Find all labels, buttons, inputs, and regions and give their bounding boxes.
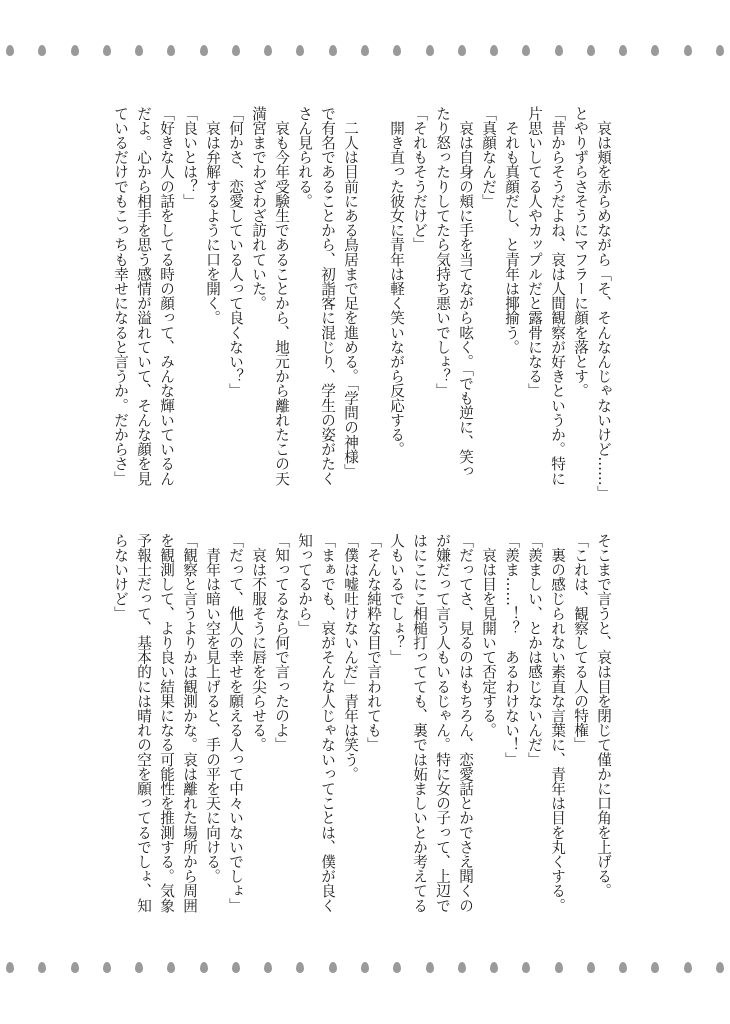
text-line [362,106,385,524]
text-line: 「昔からそうだよね、哀は人間観察が好きというか。特に [549,106,566,486]
text-line: 哀は弁解するように口を開く。 [204,106,221,325]
drop-ornament-icon [458,45,466,56]
drop-ornament-icon [6,962,14,973]
text-line: 青年は暗い空を見上げると、手の平を天に向ける。 [204,533,221,884]
text-line: 「だってさ、見るのはもちろん、恋愛話とかでさえ聞くの [457,533,474,913]
text-line: そこまで言うと、哀は目を閉じて僅かに口角を上げる。 [595,533,612,898]
drop-ornament-icon [684,962,692,973]
text-line: だよ。心から相手を思う感情が溢れていて、そんな顔を見 [135,106,152,486]
drop-ornament-icon [522,962,530,973]
drop-ornament-icon [426,45,434,56]
drop-ornament-icon [361,45,369,56]
text-line: 人もいるでしょ？」 [388,533,405,665]
drop-ornament-icon [329,962,337,973]
text-line: で有名であることから、初詣客に混じり、学生の姿がたく [319,106,336,486]
text-line: らないけど」 [112,533,129,621]
text-line: 知ってるから」 [296,533,313,636]
text-line: 哀は不服そうに唇を尖らせる。 [250,533,267,752]
text-line: 「真顔なんだ」 [480,106,497,209]
text-line: を観測して、より良い結果になる可能性を推測する。気象 [158,533,175,913]
text-line: 満宮までわざわざ訪れていた。 [250,106,267,311]
drop-ornament-icon [619,962,627,973]
drop-ornament-icon [329,45,337,56]
text-line: 「羨ましい、とかは感じないんだ」 [526,533,543,767]
drop-ornament-icon [490,962,498,973]
text-line: たり怒ったりしてたら気持ち悪いでしょ？」 [434,106,451,398]
drop-ornament-icon [651,45,659,56]
drop-ornament-icon [458,962,466,973]
text-line: 「良いとは？」 [181,106,198,209]
text-line: とやりずらさそうにマフラーに顔を落とす。 [572,106,589,398]
drop-ornament-icon [651,962,659,973]
top-drop-border [0,45,730,59]
drop-ornament-icon [296,962,304,973]
drop-ornament-icon [103,45,111,56]
drop-ornament-icon [200,962,208,973]
text-line: 「羨ま……！？ あるわけない！」 [503,533,520,767]
text-line: 二人は目前にある鳥居まで足を進める。「学問の神様」 [342,106,359,479]
text-line: 哀は頬を赤らめながら「そ、そんなんじゃないけど……」 [595,106,612,501]
drop-ornament-icon [6,45,14,56]
text-line: それも真顔だし、と青年は揶揄う。 [503,106,520,355]
bottom-drop-border [0,962,730,976]
drop-ornament-icon [426,962,434,973]
text-line: 開き直った彼女に青年は軽く笑いながら反応する。 [388,106,405,457]
text-line: 哀も今年受験生であることから、地元から離れたこの天 [273,106,290,486]
drop-ornament-icon [490,45,498,56]
drop-ornament-icon [167,45,175,56]
drop-ornament-icon [684,45,692,56]
drop-ornament-icon [135,962,143,973]
drop-ornament-icon [587,962,595,973]
drop-ornament-icon [71,45,79,56]
text-line: さん見られる。 [296,106,313,209]
text-line: 片思いしてる人やカップルだと露骨になる」 [526,106,543,398]
drop-ornament-icon [264,45,272,56]
text-line: 哀は目を見開いて否定する。 [480,533,497,738]
drop-ornament-icon [200,45,208,56]
drop-ornament-icon [393,45,401,56]
upper-text-block [95,106,615,524]
drop-ornament-icon [135,45,143,56]
drop-ornament-icon [232,45,240,56]
drop-ornament-icon [393,962,401,973]
drop-ornament-icon [296,45,304,56]
text-line: 「何かさ、恋愛している人って良くない？」 [227,106,244,398]
text-line: 「僕は嘘吐けないんだ」青年は笑う。 [342,533,359,782]
text-line: 「そんな純粋な目で言われても」 [365,533,382,752]
drop-ornament-icon [522,45,530,56]
drop-ornament-icon [167,962,175,973]
text-line: 「それもそうだけど」 [411,106,428,252]
text-line: が嫌だって言う人もいるじゃん。特に女の子って、上辺で [434,533,451,913]
text-line: 「好きな人の話をしてる時の顔って、みんな輝いているん [158,106,175,486]
text-line: 裏の感じられない素直な言葉に、青年は目を丸くする。 [549,533,566,913]
drop-ornament-icon [103,962,111,973]
drop-ornament-icon [555,962,563,973]
drop-ornament-icon [555,45,563,56]
drop-ornament-icon [587,45,595,56]
text-line: 哀は自身の頬に手を当てながら呟く。「でも逆に、笑っ [457,106,474,479]
drop-ornament-icon [71,962,79,973]
lower-text-block [95,533,615,953]
drop-ornament-icon [716,45,724,56]
text-line: 「これは、観察してる人の特権」 [572,533,589,752]
text-line: 予報士だって、基本的には晴れの空を願ってるでしょ、知 [135,533,152,913]
drop-ornament-icon [38,962,46,973]
text-line: はにこにこ相槌打ってても、裏では妬ましいとか考えてる [411,533,428,913]
drop-ornament-icon [361,962,369,973]
text-line: 「観察と言うよりかは観測かな。哀は離れた場所から周囲 [181,533,198,913]
text-line: ているだけでもこっちも幸せになると言うか。だからさ」 [112,106,129,486]
drop-ornament-icon [38,45,46,56]
text-line: 「だって、他人の幸せを願える人って中々いないでしょ」 [227,533,244,913]
drop-ornament-icon [716,962,724,973]
text-line: 「知ってるなら何で言ったのよ」 [273,533,290,752]
drop-ornament-icon [619,45,627,56]
text-line: 「まぁでも、哀がそんな人じゃないってことは、僕が良く [319,533,336,913]
drop-ornament-icon [232,962,240,973]
drop-ornament-icon [264,962,272,973]
